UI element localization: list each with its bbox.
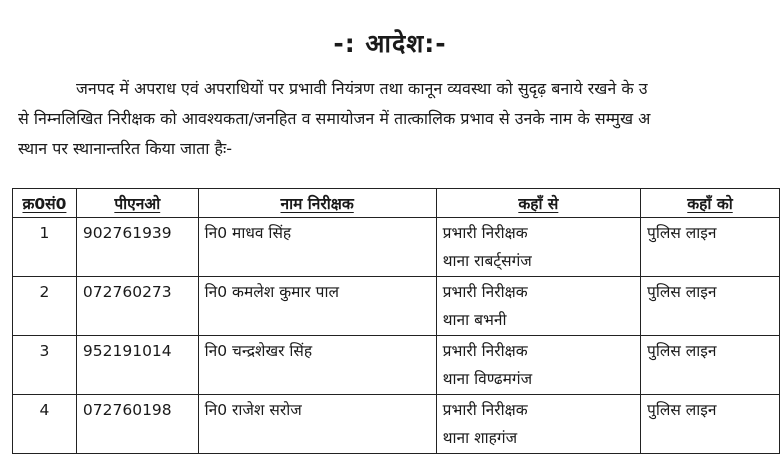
inspector-name-cell: नि0 कमलेश कुमार पाल	[198, 277, 436, 336]
pno-cell: 072760198	[76, 395, 198, 454]
to-cell: पुलिस लाइन	[641, 277, 780, 336]
table-row	[13, 277, 780, 336]
table-row	[13, 336, 780, 395]
from-station: थाना बभनी	[442, 311, 507, 329]
order-paragraph-line-1: जनपद में अपराध एवं अपराधियों पर प्रभावी नियंत्रण तथा कानून व्यवस्था को सुदृढ़ बनाये रखने के उ	[76, 79, 648, 98]
order-paragraph-line-2: से निम्नलिखित निरीक्षक को आवश्यकता/जनहित व समायोजन में तात्कालिक प्रभाव से उनके नाम के सम्मुख अ	[18, 109, 651, 128]
to-cell: पुलिस लाइन	[641, 218, 780, 277]
from-cell	[436, 218, 640, 277]
table-row	[13, 395, 780, 454]
from-post: प्रभारी निरीक्षक	[442, 401, 528, 419]
inspector-name-cell: नि0 चन्द्रशेखर सिंह	[198, 336, 436, 395]
from-station: थाना शाहगंज	[442, 429, 518, 447]
header-pno: पीएनओ	[76, 189, 198, 218]
from-post: प्रभारी निरीक्षक	[442, 342, 528, 360]
order-title: -: आदेश:-	[333, 29, 447, 58]
serial-number-cell: 1	[13, 218, 77, 277]
transfer-table	[12, 188, 780, 454]
header-inspector-name: नाम निरीक्षक	[198, 189, 436, 218]
serial-number-cell: 3	[13, 336, 77, 395]
pno-cell: 902761939	[76, 218, 198, 277]
from-cell	[436, 395, 640, 454]
pno-cell: 072760273	[76, 277, 198, 336]
from-station: थाना राबर्ट्सगंज	[442, 252, 532, 270]
to-cell: पुलिस लाइन	[641, 395, 780, 454]
table-row	[13, 218, 780, 277]
inspector-name-cell: नि0 माधव सिंह	[198, 218, 436, 277]
header-to: कहॉं को	[641, 189, 780, 218]
from-post: प्रभारी निरीक्षक	[442, 224, 528, 242]
serial-number-cell: 2	[13, 277, 77, 336]
to-cell: पुलिस लाइन	[641, 336, 780, 395]
serial-number-cell: 4	[13, 395, 77, 454]
from-cell	[436, 277, 640, 336]
header-from: कहॉं से	[436, 189, 640, 218]
from-station: थाना विण्ढमगंज	[442, 370, 533, 388]
header-serial-number: क्र0सं0	[13, 189, 77, 218]
table-header-row	[13, 189, 780, 218]
from-cell	[436, 336, 640, 395]
from-post: प्रभारी निरीक्षक	[442, 283, 528, 301]
inspector-name-cell: नि0 राजेश सरोज	[198, 395, 436, 454]
pno-cell: 952191014	[76, 336, 198, 395]
order-paragraph-line-3: स्थान पर स्थानान्तरित किया जाता हैः-	[18, 139, 233, 158]
